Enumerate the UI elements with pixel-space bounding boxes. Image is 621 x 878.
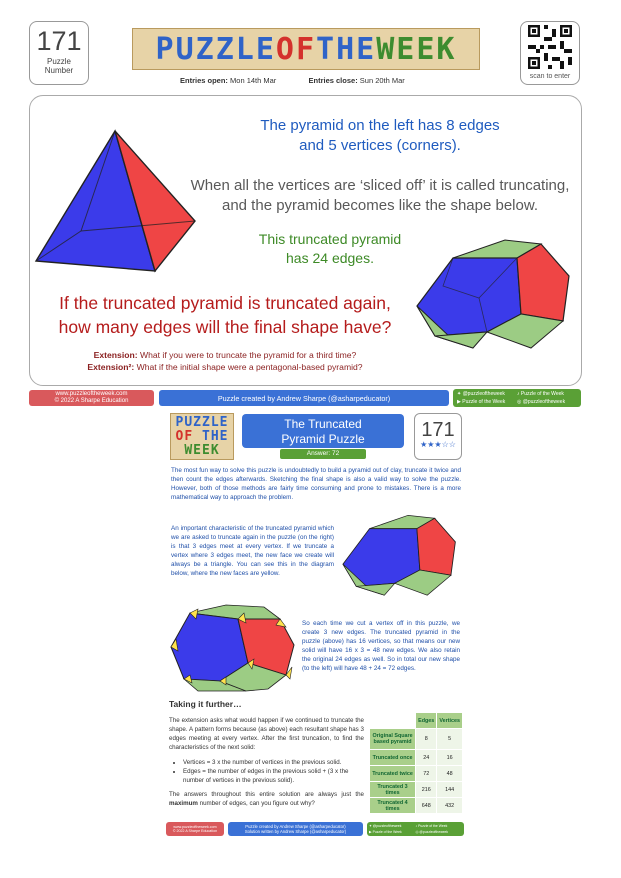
table-cell: 48 — [437, 766, 463, 782]
solution-logo: PUZZLE OF THE WEEK — [170, 413, 234, 460]
social-instagram: ◎ @puzzleoftheweek — [517, 399, 566, 405]
solution-footer-written: Solution written by Andrew Sharpe (@asharpeducator) — [244, 829, 347, 834]
puzzle-number-box — [29, 21, 89, 85]
extension-1-text: What if you were to truncate the pyramid for a third time? — [139, 350, 357, 360]
table-cell: 8 — [416, 729, 437, 750]
extension-1 — [40, 349, 410, 361]
solution-title-1: The Truncated — [284, 417, 362, 431]
answer-badge: Answer: 72 — [280, 449, 366, 459]
social-youtube-small: ▶ Puzzle of the Week — [369, 830, 402, 834]
table-row — [370, 750, 463, 766]
logo-word-of: OF — [275, 31, 317, 67]
table-cell: 72 — [416, 766, 437, 782]
extension-2-text: What if the initial shape were a pentagonal-based pyramid? — [136, 362, 363, 372]
youtube-icon: ▶ — [369, 830, 372, 834]
qr-code-icon — [528, 25, 572, 69]
table-row — [370, 798, 463, 814]
entries-close-value: Sun 20th Mar — [359, 76, 405, 85]
solution-paragraph-2: An important characteristic of the truncated pyramid which we are asked to truncate again in the puzzle (on the right) is that 3 edges meet at every vertex. If we truncate a vertex where 3 edges meet, the new face we create will always be a triangle. You can see this in the diagram below, where the new faces are yellow. — [171, 525, 334, 577]
footer-created-by: Puzzle created by Andrew Sharpe (@asharpeducator) — [217, 393, 391, 403]
social-twitter-small: ✦ @puzzleoftheweek — [369, 824, 402, 828]
twice-truncated-shape — [168, 603, 298, 693]
rule-edges: • Edges = the number of edges in the previous solid + (3 x the number of vertices in the previous solid). — [183, 767, 364, 785]
intro-line-5: This truncated pyramid — [258, 231, 402, 247]
solution-number-box — [414, 413, 462, 460]
entry-dates — [180, 76, 405, 85]
social-instagram-small: ◎ @puzzleoftheweek — [415, 830, 449, 834]
table-header-row — [370, 713, 463, 729]
extension-2 — [40, 361, 410, 373]
solution-footer-credits-bar — [228, 822, 363, 836]
table-cell: 216 — [416, 782, 437, 798]
table-row — [370, 729, 463, 750]
table-row — [370, 782, 463, 798]
solution-title-2: Pyramid Puzzle — [281, 432, 365, 446]
intro-line-2: and 5 vertices (corners). — [299, 137, 461, 154]
entries-open-value: Mon 14th Mar — [230, 76, 277, 85]
truncation-table — [369, 712, 463, 814]
qr-code-box[interactable] — [520, 21, 580, 85]
solution-paragraph-4: The extension asks what would happen if we continued to truncate the shape. A pattern forms because (as above) each resultant shape has 3 edges meeting at every vertex. After the first truncation, to find the characteristics of the next solid: — [169, 717, 364, 751]
table-header-cell: Edges — [416, 713, 437, 729]
tiktok-icon: ♪ — [517, 391, 520, 397]
solution-number: 171 — [421, 419, 455, 441]
table-row — [370, 766, 463, 782]
intro-line-6: has 24 edges. — [286, 250, 374, 266]
social-twitter: ✦ @puzzleoftheweek — [457, 391, 505, 397]
footer-social-bar[interactable] — [453, 389, 581, 407]
rule-list — [169, 758, 364, 785]
intro-text-green — [250, 230, 410, 268]
logo-word-the: THE — [316, 31, 377, 67]
twitter-icon: ✦ — [369, 824, 372, 828]
solution-paragraph-3: So each time we cut a vertex off in this puzzle, we create 3 new edges. The truncated pyramid in the puzzle (above) has 16 vertices, so that means our new solid will have 16 x 3 = 48 new edges. We also retain the original 24 edges as well. So in total our new shape (to the left) will have 48 + 24 = 72 edges. — [302, 620, 460, 672]
intro-line-1: The pyramid on the left has 8 edges — [260, 117, 500, 134]
table-row-label: Truncated 3 times — [370, 782, 416, 798]
table-row-label: Original Square based pyramid — [370, 729, 416, 750]
social-tiktok-small: ♪ Puzzle of the Week — [415, 824, 448, 828]
solution-footer-created: Puzzle created by Andrew Sharpe (@asharpeducator) — [245, 823, 346, 829]
footer-site: www.puzzleoftheweek.com — [55, 391, 128, 397]
entries-open-label: Entries open: — [180, 76, 228, 85]
solution-footer-social-bar[interactable] — [367, 822, 464, 836]
footer-site-bar[interactable] — [29, 390, 154, 406]
footer-creator-bar — [159, 390, 449, 406]
taking-further-heading: Taking it further… — [169, 699, 242, 709]
further-text — [169, 716, 364, 808]
table-cell: 5 — [437, 729, 463, 750]
question-line-2: how many edges will the final shape have? — [58, 317, 392, 337]
qr-caption: scan to enter — [529, 73, 571, 80]
puzzle-card — [29, 95, 582, 386]
social-youtube: ▶ Puzzle of the Week — [457, 399, 506, 405]
puzzle-number: 171 — [36, 26, 82, 56]
tiktok-icon: ♪ — [415, 824, 418, 828]
extension-2-label: Extension²: — [87, 362, 135, 372]
logo-word-puzzle: PUZZLE — [155, 31, 276, 67]
intro-text-gray — [180, 176, 580, 216]
table-cell: 144 — [437, 782, 463, 798]
pyramid-diagram — [33, 126, 198, 276]
table-row-label: Truncated twice — [370, 766, 416, 782]
puzzle-number-label: Puzzle Number — [44, 57, 74, 75]
extension-1-label: Extension: — [93, 350, 138, 360]
intro-line-4: and the pyramid becomes like the shape below. — [221, 197, 539, 214]
table-row-label: Truncated once — [370, 750, 416, 766]
solution-title-box — [242, 414, 404, 448]
rule-vertices: • Vertices = 3 x the number of vertices in the previous solid. — [183, 758, 364, 767]
solution-truncated-pyramid — [340, 510, 462, 602]
difficulty-stars: ★★★☆☆ — [420, 440, 456, 449]
truncated-pyramid-diagram — [413, 236, 578, 354]
extensions — [40, 349, 410, 373]
table-cell: 24 — [416, 750, 437, 766]
intro-line-3: When all the vertices are ‘sliced off’ it is called truncating, — [190, 177, 570, 194]
solution-paragraph-5: The answers throughout this entire solution are always just the maximum number of edges, can you figure out why? — [169, 791, 364, 807]
table-header-cell — [370, 713, 416, 729]
logo-word-week: WEEK — [376, 31, 457, 67]
table-cell: 648 — [416, 798, 437, 814]
entries-close-label: Entries close: — [308, 76, 358, 85]
intro-text-blue — [210, 116, 550, 156]
twitter-icon: ✦ — [457, 391, 462, 397]
footer-copyright: © 2022 A Sharpe Education — [54, 398, 129, 404]
table-cell: 16 — [437, 750, 463, 766]
site-logo[interactable] — [132, 28, 480, 70]
table-cell: 432 — [437, 798, 463, 814]
solution-footer-site-bar[interactable]: www.puzzleoftheweek.com © 2022 A Sharpe Education — [166, 822, 224, 836]
table-header-cell: Vertices — [437, 713, 463, 729]
solution-paragraph-1: The most fun way to solve this puzzle is undoubtedly to build a pyramid out of clay, truncate it twice and then count the edges afterwards. Sketching the final shape is also a valid way to solve the puzzle. However, both of those methods are fairly time consuming and prone to mistakes. There is a more mathematical way to approach the problem. — [171, 467, 461, 501]
table-row-label: Truncated 4 times — [370, 798, 416, 814]
question — [40, 291, 410, 339]
instagram-icon: ◎ — [415, 830, 419, 834]
youtube-icon: ▶ — [457, 399, 461, 405]
question-line-1: If the truncated pyramid is truncated again, — [59, 293, 391, 313]
social-tiktok: ♪ Puzzle of the Week — [517, 391, 564, 397]
instagram-icon: ◎ — [517, 399, 522, 405]
